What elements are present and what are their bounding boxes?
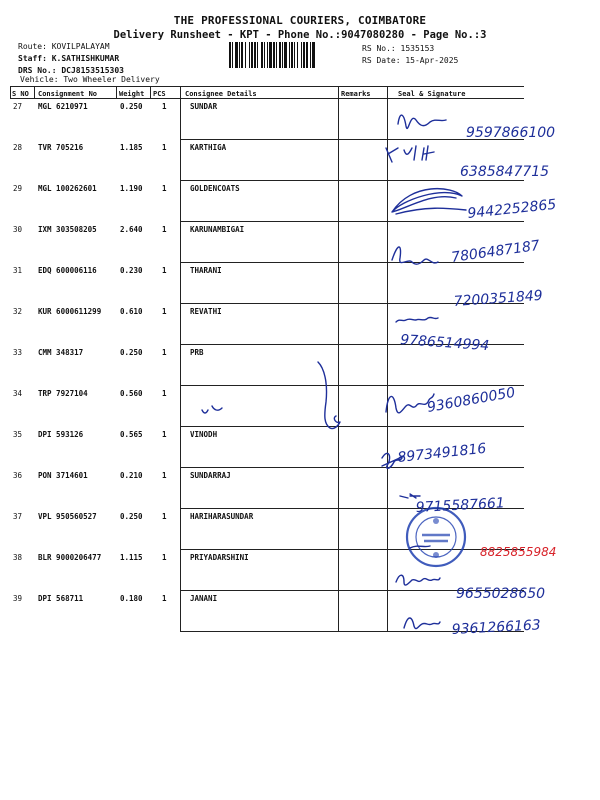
- sno-cell: 33: [13, 348, 23, 357]
- column-rule: [10, 86, 11, 98]
- consignment-cell: TRP 7927104: [38, 389, 88, 398]
- signature-34-icon: [386, 394, 434, 413]
- weight-cell: 1.190: [120, 184, 143, 193]
- pcs-cell: 1: [162, 512, 167, 521]
- weight-cell: 0.180: [120, 594, 143, 603]
- weight-cell: 1.115: [120, 553, 143, 562]
- weight-cell: 0.230: [120, 266, 143, 275]
- consignee-cell: KARTHIGA: [190, 143, 227, 152]
- row-rule: [180, 303, 524, 304]
- consignment-cell: EDQ 600006116: [38, 266, 97, 275]
- phone-34: 9360860050: [425, 384, 517, 416]
- runsheet-subtitle: Delivery Runsheet - KPT - Phone No.:9047080280 - Page No.:3: [113, 29, 487, 41]
- pcs-cell: 1: [162, 307, 167, 316]
- route-line: Route: KOVILPALAYAM: [18, 42, 110, 51]
- consignment-cell: BLR 9000206477: [38, 553, 102, 562]
- weight-cell: 0.210: [120, 471, 143, 480]
- pcs-cell: 1: [162, 389, 167, 398]
- pcs-cell: 1: [162, 348, 167, 357]
- consignee-cell: VINODH: [190, 430, 218, 439]
- signature-32-icon: [396, 317, 438, 322]
- signature-29-icon: [392, 189, 466, 214]
- col-header-sno: S NO: [12, 90, 29, 98]
- phone-28: 6385847715: [460, 164, 550, 180]
- row-rule: [180, 385, 524, 386]
- sno-cell: 32: [13, 307, 23, 316]
- col-header-weight: Weight: [119, 90, 145, 98]
- consignment-cell: DPI 593126: [38, 430, 84, 439]
- row-rule: [180, 262, 524, 263]
- consignee-cell: SUNDARRAJ: [190, 471, 231, 480]
- weight-cell: 0.565: [120, 430, 143, 439]
- consignment-cell: MGL 6210971: [38, 102, 88, 111]
- row-rule: [180, 467, 524, 468]
- signature-38-icon: [396, 575, 440, 585]
- sno-cell: 30: [13, 225, 23, 234]
- sno-cell: 39: [13, 594, 23, 603]
- row-rule: [180, 180, 524, 181]
- column-rule: [338, 86, 339, 631]
- phone-31: 7806487187: [450, 237, 541, 266]
- phone-39: 9361266163: [451, 617, 542, 638]
- consignee-cell: SUNDAR: [190, 102, 218, 111]
- scribble-34-icon: [318, 362, 340, 429]
- phone-27: 9597866100: [466, 125, 556, 141]
- signature-39-icon: [404, 618, 440, 629]
- rs-number: RS No.: 1535153: [362, 44, 435, 53]
- col-header-consignment: Consignment No: [38, 90, 98, 98]
- row-rule: [180, 221, 524, 222]
- rs-meta: [362, 43, 458, 67]
- pcs-cell: 1: [162, 143, 167, 152]
- phone-38: 9655028650: [456, 586, 546, 602]
- col-header-pcs: PCS: [153, 90, 166, 98]
- vehicle-line: Vehicle: Two Wheeler Delivery: [20, 75, 160, 84]
- signature-28-icon: [386, 146, 434, 162]
- sno-cell: 29: [13, 184, 23, 193]
- staff-line: Staff: K.SATHISHKUMAR: [18, 54, 120, 63]
- phone-35: 8973491816: [396, 440, 488, 466]
- column-rule: [180, 86, 181, 631]
- sno-cell: 27: [13, 102, 23, 111]
- rs-date: RS Date: 15-Apr-2025: [362, 56, 459, 65]
- col-header-remarks: Remarks: [341, 90, 371, 98]
- col-header-consignee: Consignee Details: [185, 90, 257, 98]
- consignee-cell: PRIYADARSHINI: [190, 553, 249, 562]
- drs-line: DRS No.: DCJ8153515303: [18, 66, 124, 75]
- signature-36-icon: [400, 494, 420, 498]
- pcs-cell: 1: [162, 102, 167, 111]
- consignee-cell: PRB: [190, 348, 204, 357]
- column-rule: [34, 86, 35, 98]
- pcs-cell: 1: [162, 594, 167, 603]
- table-top-rule: [10, 86, 524, 87]
- pcs-cell: 1: [162, 430, 167, 439]
- weight-cell: 0.250: [120, 512, 143, 521]
- consignment-cell: KUR 6000611299: [38, 307, 102, 316]
- sno-cell: 35: [13, 430, 23, 439]
- runsheet-meta: [18, 41, 124, 77]
- mark-34-icon: [202, 406, 222, 413]
- column-rule: [116, 86, 117, 98]
- phone-36: 9715587661: [415, 495, 506, 516]
- consignment-cell: MGL 100262601: [38, 184, 97, 193]
- consignee-cell: REVATHI: [190, 307, 222, 316]
- document-title: THE PROFESSIONAL COURIERS, COIMBATORE: [173, 14, 427, 27]
- sno-cell: 37: [13, 512, 23, 521]
- pcs-cell: 1: [162, 184, 167, 193]
- consignment-cell: DPI 568711: [38, 594, 84, 603]
- row-rule: [180, 426, 524, 427]
- phone-29: 9442252865: [466, 196, 558, 222]
- pcs-cell: 1: [162, 471, 167, 480]
- pcs-cell: 1: [162, 266, 167, 275]
- table-header-rule: [10, 98, 524, 99]
- sno-cell: 28: [13, 143, 23, 152]
- col-header-seal-signature: Seal & Signature: [398, 90, 466, 98]
- consignee-cell: KARUNAMBIGAI: [190, 225, 245, 234]
- consignment-cell: IXM 303508205: [38, 225, 97, 234]
- signature-27-icon: [398, 115, 446, 128]
- weight-cell: 2.640: [120, 225, 143, 234]
- barcode-icon: [229, 42, 353, 68]
- weight-cell: 1.185: [120, 143, 143, 152]
- sno-cell: 34: [13, 389, 23, 398]
- sno-cell: 31: [13, 266, 23, 275]
- consignment-cell: VPL 950560527: [38, 512, 97, 521]
- consignee-cell: GOLDENCOATS: [190, 184, 240, 193]
- phone-32a: 7200351849: [453, 287, 544, 310]
- phone-37-red: 8825855984: [480, 545, 557, 559]
- row-rule: [180, 590, 524, 591]
- courier-seal-stamp: [404, 505, 468, 569]
- weight-cell: 0.250: [120, 348, 143, 357]
- weight-cell: 0.560: [120, 389, 143, 398]
- consignee-cell: JANANI: [190, 594, 218, 603]
- row-rule: [180, 549, 524, 550]
- consignment-cell: CMM 348317: [38, 348, 84, 357]
- row-rule: [180, 344, 524, 345]
- weight-cell: 0.610: [120, 307, 143, 316]
- row-rule: [180, 139, 524, 140]
- consignee-cell: HARIHARASUNDAR: [190, 512, 254, 521]
- sno-cell: 36: [13, 471, 23, 480]
- row-rule: [180, 508, 524, 509]
- consignment-cell: PON 3714601: [38, 471, 88, 480]
- pcs-cell: 1: [162, 225, 167, 234]
- consignee-cell: THARANI: [190, 266, 222, 275]
- weight-cell: 0.250: [120, 102, 143, 111]
- pcs-cell: 1: [162, 553, 167, 562]
- phone-33: 9786514994: [399, 332, 490, 355]
- column-rule: [150, 86, 151, 98]
- column-rule: [387, 86, 388, 631]
- sno-cell: 38: [13, 553, 23, 562]
- consignment-cell: TVR 705216: [38, 143, 84, 152]
